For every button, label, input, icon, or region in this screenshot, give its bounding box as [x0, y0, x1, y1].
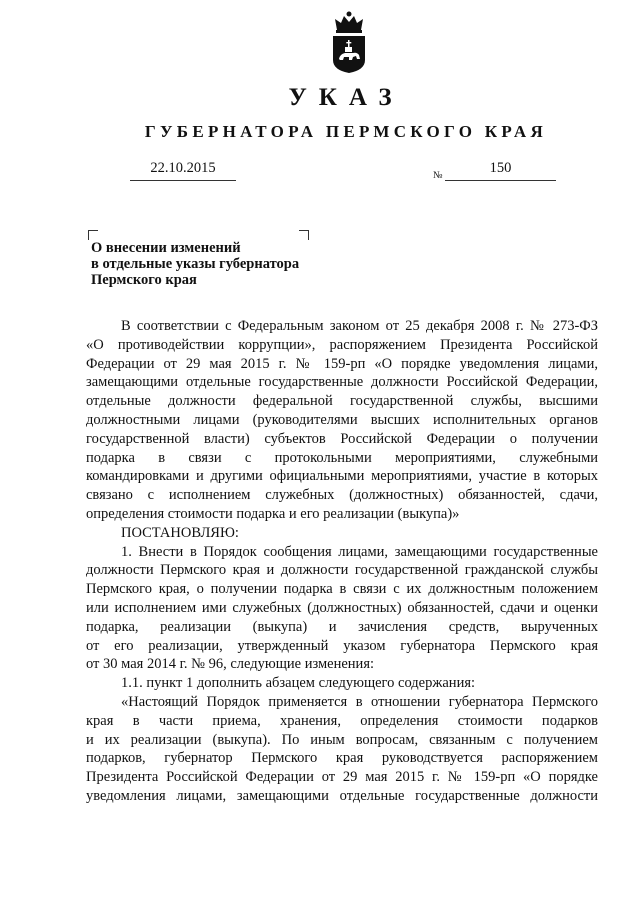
number-label: №	[433, 170, 443, 181]
body-line: подарков, губернатор Пермского края руководствуется распоряжением	[86, 750, 598, 767]
body-line: определения стоимости подарка и его реализации (выкупа)»	[86, 505, 460, 522]
subject-line: О внесении изменений	[91, 240, 241, 256]
subject-line: в отдельные указы губернатора	[91, 256, 300, 272]
body-line: или исполнением ими служебных (должностных) обязанностей, сдачи и оценки	[86, 599, 598, 616]
body-line: должностными лицами (руководителями высших исполнительных органов	[86, 411, 598, 428]
body-line: от 30 мая 2014 г. № 96, следующие изменения:	[86, 656, 375, 673]
body-line: края в части приема, хранения, определения стоимости подарков	[86, 712, 598, 729]
subject-bracket-right	[299, 230, 309, 240]
body-line: уведомления лицами, замещающими отдельные государственные должности	[86, 787, 598, 804]
body-line: Федерации от 29 мая 2015 г. № 159-рп «О порядке уведомления лицами,	[86, 355, 598, 372]
issuer-heading: ГУБЕРНАТОРА ПЕРМСКОГО КРАЯ	[144, 122, 548, 141]
body-line: «Настоящий Порядок применяется в отношении губернатора Пермского	[121, 693, 598, 710]
body-line: замещающими отдельные государственные должности Российской Федерации,	[86, 374, 598, 391]
decree-word: ПОСТАНОВЛЯЮ:	[121, 524, 239, 541]
subject-line: Пермского края	[91, 272, 197, 288]
document-body	[86, 317, 598, 806]
body-line: Президента Российской Федерации от 29 мая 2015 г. № 159-рп «О порядке	[86, 769, 598, 786]
document-subject	[91, 240, 331, 288]
body-line: командировками и другими официальными мероприятиями, участие в которых	[86, 468, 598, 485]
body-line: В соответствии с Федеральным законом от 25 декабря 2008 г. № 273-ФЗ	[121, 318, 598, 334]
coat-of-arms-icon	[328, 10, 370, 74]
body-line: подарка, реализации (выкупа) и зачисления средств, вырученных	[86, 618, 598, 635]
body-line: должности Пермского края и должности государственной гражданской службы	[86, 562, 598, 579]
body-line: связано с исполнением служебных (должностных) обязанностей, сдачи,	[86, 487, 598, 504]
subject-bracket-left	[88, 230, 98, 240]
document-date: 22.10.2015	[130, 160, 236, 181]
body-line: «О противодействии коррупции», распоряжением Президента Российской	[86, 336, 598, 353]
body-line: государственной власти) субъектов Российской Федерации о получении	[86, 430, 598, 447]
body-line: и их реализации (выкупа). По иным вопросам, связанным с получением	[86, 731, 598, 748]
body-line: Пермского края, о получении подарка в связи с их должностным положением	[86, 581, 598, 598]
body-line: отдельные должности федеральной государственной службы, высшими	[86, 393, 598, 410]
document-number: 150	[445, 160, 556, 181]
document-type-heading: УКАЗ	[288, 84, 404, 111]
body-line: подарка в связи с протокольными мероприятиями, служебными	[86, 449, 598, 466]
body-line: от его реализации, утвержденный указом губернатора Пермского края	[86, 637, 598, 654]
body-line: 1.1. пункт 1 дополнить абзацем следующего содержания:	[121, 675, 476, 692]
body-line: 1. Внести в Порядок сообщения лицами, замещающими государственные	[121, 543, 598, 560]
